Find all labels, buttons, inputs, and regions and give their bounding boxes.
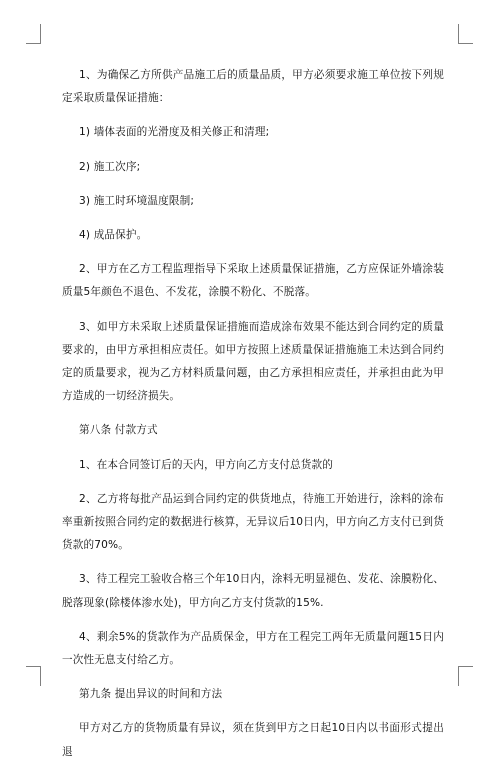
list-item-construction-order: 2) 施工次序; — [79, 160, 141, 173]
crop-mark-bottom-left-horizontal — [26, 666, 41, 667]
list-item-product-protection: 4) 成品保护。 — [79, 229, 148, 242]
article-9-heading: 第九条 提出异议的时间和方法 — [79, 688, 223, 701]
crop-mark-top-right-horizontal — [458, 43, 473, 44]
clause-quality-measures: 1、为确保乙方所供产品施工后的质量品质，甲方必须要求施工单位按下列规定采取质量保证措施： — [62, 69, 444, 105]
payment-clause-2: 2、乙方将每批产品运到合同约定的供货地点，待施工开始进行，涂料的涂布率重新按照合同约定的数据进行核算，无异议后10日内，甲方向乙方支付已到货货款的70%。 — [62, 492, 444, 552]
payment-clause-3: 3、待工程完工验收合格三个年10日内，涂料无明显褪色、发花、涂膜粉化、脱落现象(除楼体渗水处)，甲方向乙方支付货款的15%. — [62, 573, 444, 609]
crop-mark-bottom-left-vertical — [40, 666, 41, 686]
crop-mark-bottom-right-vertical — [458, 666, 459, 686]
clause-liability: 3、如甲方未采取上述质量保证措施而造成涂布效果不能达到合同约定的质量要求的，由甲方承担相应责任。如甲方按照上述质量保证措施施工未达到合同约定的质量要求，视为乙方材料质量问题，由乙方承担相应责任，并承担由此为甲方造成的一切经济损失。 — [62, 320, 444, 403]
crop-mark-top-right-vertical — [458, 24, 459, 44]
payment-clause-1: 1、在本合同签订后的天内，甲方向乙方支付总货款的 — [79, 458, 333, 471]
payment-clause-4: 4、剩余5%的货款作为产品质保金，甲方在工程完工两年无质量问题15日内一次性无息支付给乙方。 — [62, 630, 444, 667]
crop-mark-top-left-vertical — [40, 24, 41, 44]
list-item-temperature-limit: 3) 施工时环境温度限制; — [79, 194, 195, 207]
list-item-wall-surface: 1) 墙体表面的光滑度及相关修正和清理; — [79, 126, 270, 139]
document-body — [62, 64, 444, 775]
crop-mark-bottom-right-horizontal — [458, 666, 473, 667]
objection-clause: 甲方对乙方的货物质量有异议，须在货到甲方之日起10日内以书面形式提出退 — [62, 722, 444, 758]
article-8-heading: 第八条 付款方式 — [79, 424, 158, 437]
crop-mark-top-left-horizontal — [26, 43, 41, 44]
clause-quality-guarantee: 2、甲方在乙方工程监理指导下采取上述质量保证措施，乙方应保证外墙涂装质量5年颜色不退色、不发花，涂膜不粉化、不脱落。 — [62, 263, 444, 299]
